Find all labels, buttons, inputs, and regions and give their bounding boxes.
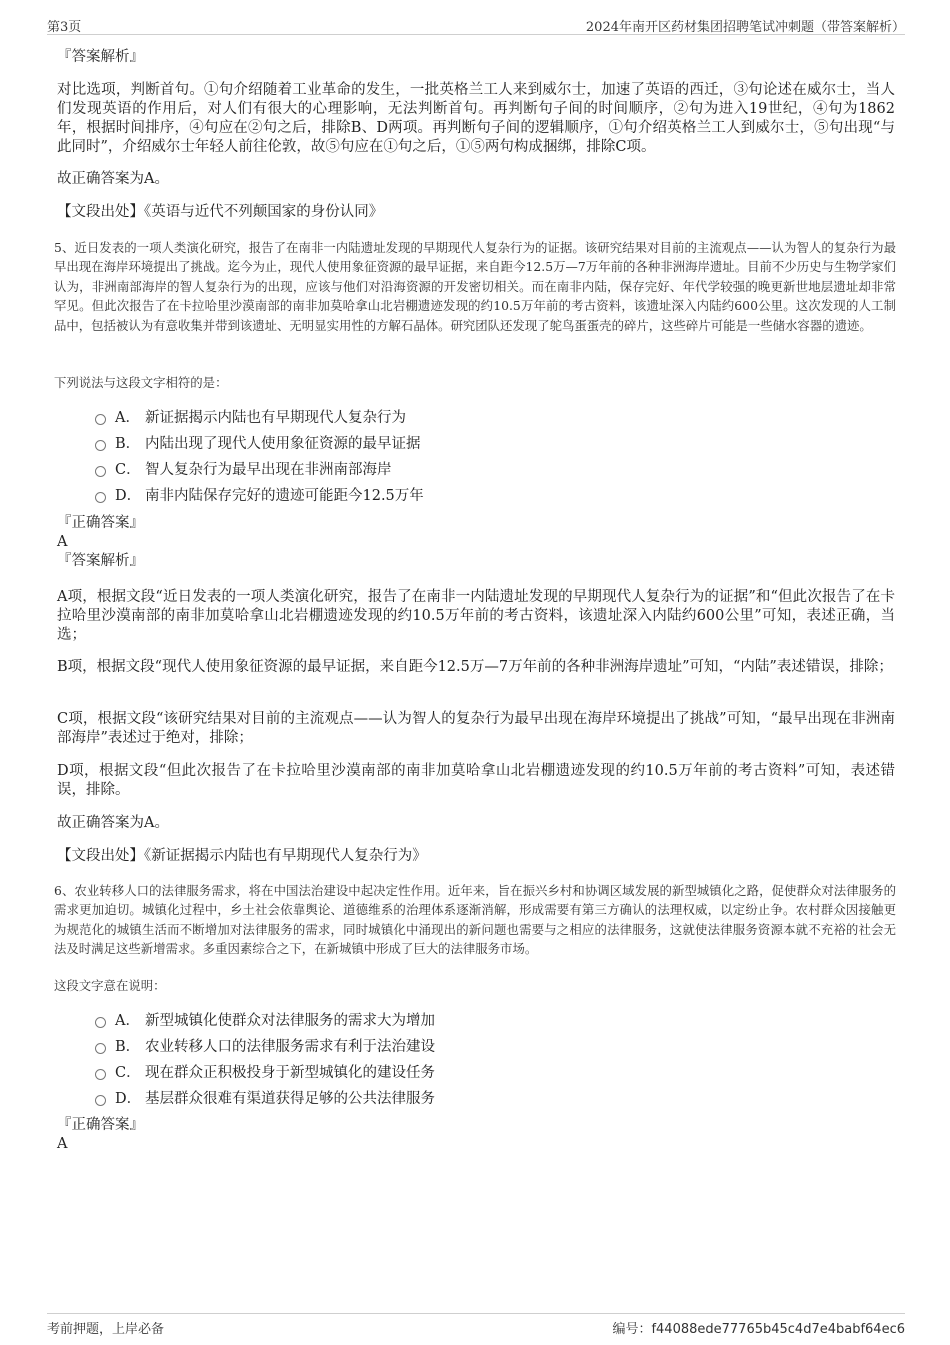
q5-analysis-label: 『答案解析』: [57, 553, 144, 569]
q5-conclusion: 故正确答案为A。: [57, 815, 169, 831]
q5-option-d[interactable]: [95, 483, 795, 509]
footer-slogan: 考前押题，上岸必备: [47, 1322, 165, 1337]
page-number: 第3页: [47, 20, 82, 35]
option-letter: A．: [115, 410, 140, 426]
page-footer: [47, 1313, 905, 1337]
document-code: 编号：f44088ede77765b45c4d7e4babf64ec6: [612, 1322, 905, 1337]
radio-button[interactable]: [95, 492, 106, 503]
q5-option-b[interactable]: [95, 431, 795, 457]
option-text: 新证据揭示内陆也有早期现代人复杂行为: [145, 410, 406, 426]
q5-analysis-a-block: [57, 588, 895, 645]
q5-source: 【文段出处】《新证据揭示内陆也有早期现代人复杂行为》: [57, 848, 427, 864]
radio-button[interactable]: [95, 1069, 106, 1080]
radio-button[interactable]: [95, 414, 106, 425]
page-header: [47, 14, 905, 35]
radio-button[interactable]: [95, 1095, 106, 1106]
q5-answer: A: [57, 534, 68, 550]
option-text: 内陆出现了现代人使用象征资源的最早证据: [145, 436, 421, 452]
option-letter: D．: [115, 1091, 142, 1107]
q6-answer: A: [57, 1136, 68, 1152]
radio-button[interactable]: [95, 1017, 106, 1028]
q5-answer-block: [57, 514, 895, 571]
option-letter: B．: [115, 1039, 141, 1055]
q6-answer-label: 『正确答案』: [57, 1117, 144, 1133]
q6-option-c[interactable]: [95, 1060, 795, 1086]
q5-question: 下列说法与这段文字相符的是：: [54, 375, 228, 390]
q5-analysis-c: C项，根据文段“该研究结果对目前的主流观点——认为智人的复杂行为最早出现在海岸环境提出了挑战”可知，“最早出现在非洲南部海岸”表述过于绝对，排除；: [57, 711, 896, 746]
q6-option-d[interactable]: [95, 1086, 795, 1112]
option-letter: D．: [115, 488, 142, 504]
q4-analysis-label-block: [57, 48, 895, 67]
q5-conclusion-block: [57, 814, 895, 833]
q5-answer-label: 『正确答案』: [57, 515, 144, 531]
q5-analysis-c-block: [57, 710, 895, 748]
option-letter: A．: [115, 1013, 140, 1029]
radio-button[interactable]: [95, 440, 106, 451]
q4-analysis-text: 对比选项，判断首句。①句介绍随着工业革命的发生，一批英格兰工人来到威尔士，加速了英语的西迁，③句论述在威尔士，当人们发现英语的作用后，对人们有很大的心理影响，无法判断首句。再判断句子间的时间顺序，②句为进入19世纪，④句为1862年，根据时间排序，④句应在②句之后，排除B、D两项。再判断句子间的逻辑顺序，①句介绍英格兰工人到威尔士，⑤句出现“与此同时”，介绍威尔士年轻人前往伦敦，故⑤句应在①句之后，①⑤两句构成捆绑，排除C项。: [57, 82, 895, 155]
q6-question: 这段文字意在说明：: [54, 978, 166, 993]
q4-source: 【文段出处】《英语与近代不列颠国家的身份认同》: [57, 204, 384, 220]
q6-options: [95, 1008, 795, 1112]
radio-button[interactable]: [95, 1043, 106, 1054]
radio-button[interactable]: [95, 466, 106, 477]
q5-source-block: [57, 847, 895, 866]
option-letter: C．: [115, 462, 141, 478]
q4-analysis-label: 『答案解析』: [57, 49, 144, 65]
q5-analysis-b-block: [57, 658, 895, 677]
option-letter: B．: [115, 436, 141, 452]
q5-passage: 5、近日发表的一项人类演化研究，报告了在南非一内陆遗址发现的早期现代人复杂行为的证据。该研究结果对目前的主流观点——认为智人的复杂行为最早出现在海岸环境提出了挑战。迄今为止，现代人使用象征资源的最早证据，来自距今12.5万—7万年前的各种非洲海岸遗址。目前不少历史与生物学家们认为，非洲南部海岸的智人复杂行为的出现，应该与他们对沿海资源的开发密切相关。而在南非内陆，保存完好、年代学较强的晚更新世地层遗址却非常罕见。但此次报告了在卡拉哈里沙漠南部的南非加莫哈拿山北岩棚遗迹发现的约10.5万年前的考古资料，该遗址深入内陆约600公里。这次发现的人工制品中，包括被认为有意收集并带到该遗址、无明显实用性的方解石晶体。研究团队还发现了鸵鸟蛋蛋壳的碎片，这些碎片可能是一些储水容器的遗迹。: [54, 240, 896, 333]
q4-conclusion: 故正确答案为A。: [57, 171, 169, 187]
option-text: 南非内陆保存完好的遗迹可能距今12.5万年: [145, 488, 424, 504]
q5-analysis-d-block: [57, 762, 895, 800]
q5-analysis-d: D项，根据文段“但此次报告了在卡拉哈里沙漠南部的南非加莫哈拿山北岩棚遗迹发现的约10.5万年前的考古资料”可知，表述错误，排除。: [57, 763, 895, 798]
q6-answer-block: [57, 1116, 895, 1154]
option-text: 智人复杂行为最早出现在非洲南部海岸: [145, 462, 392, 478]
q5-option-c[interactable]: [95, 457, 795, 483]
q6-option-b[interactable]: [95, 1034, 795, 1060]
document-title: 2024年南开区药材集团招聘笔试冲刺题（带答案解析）: [585, 20, 905, 35]
q5-analysis-a: A项，根据文段“近日发表的一项人类演化研究，报告了在南非一内陆遗址发现的早期现代人复杂行为的证据”和“但此次报告了在卡拉哈里沙漠南部的南非加莫哈拿山北岩棚遗迹发现的约10.5万年前的考古资料，该遗址深入内陆约600公里”可知，表述正确，当选；: [57, 589, 895, 643]
q4-source-block: [57, 203, 895, 222]
q5-analysis-b: B项，根据文段“现代人使用象征资源的最早证据，来自距今12.5万—7万年前的各种非洲海岸遗址”可知，“内陆”表述错误，排除；: [57, 659, 893, 675]
option-text: 基层群众很难有渠道获得足够的公共法律服务: [145, 1091, 435, 1107]
option-text: 农业转移人口的法律服务需求有利于法治建设: [145, 1039, 435, 1055]
q6-passage: 6、农业转移人口的法律服务需求，将在中国法治建设中起决定性作用。近年来，旨在振兴乡村和协调区域发展的新型城镇化之路，促使群众对法律服务的需求更加迫切。城镇化过程中，乡土社会依靠舆论、道德维系的治理体系逐渐消解，形成需要有第三方确认的法理权威，以定纷止争。农村群众因接触更为规范化的城镇生活而不断增加对法律服务的需求，同时城镇化中涌现出的新问题也需要与之相应的法律服务，这就使法律服务资源本就不充裕的社会无法及时满足这些新增需求。多重因素综合之下，在新城镇中形成了巨大的法律服务市场。: [54, 883, 896, 957]
q5-options: [95, 405, 795, 509]
q5-option-a[interactable]: [95, 405, 795, 431]
q6-option-a[interactable]: [95, 1008, 795, 1034]
option-text: 现在群众正积极投身于新型城镇化的建设任务: [145, 1065, 435, 1081]
q4-analysis-block: [57, 81, 895, 157]
option-letter: C．: [115, 1065, 141, 1081]
option-text: 新型城镇化使群众对法律服务的需求大为增加: [145, 1013, 435, 1029]
q4-conclusion-block: [57, 170, 895, 189]
